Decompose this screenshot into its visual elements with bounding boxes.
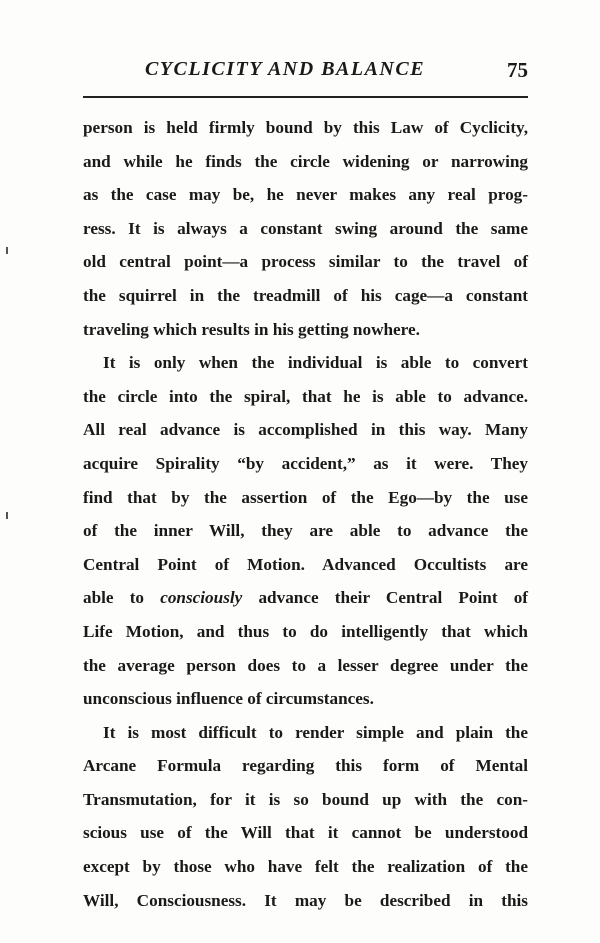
page-number: 75 (507, 58, 528, 82)
text-line: person is held firmly bound by this Law of Cyclicity, (83, 118, 528, 137)
text-line: and while he finds the circle widening or narrowing (83, 151, 528, 171)
text-line: ress. It is always a constant swing around the same (83, 218, 528, 238)
text-line: the squirrel in the treadmill of his cage—a constant (83, 285, 528, 305)
text-line: the circle into the spiral, that he is able to advance. (83, 386, 528, 406)
header-rule (83, 96, 528, 98)
text-line: of the inner Will, they are able to advance the (83, 521, 528, 541)
paragraph (83, 720, 528, 922)
text-line: Central Point of Motion. Advanced Occultists are (83, 554, 528, 574)
text-line: traveling which results in his getting nowhere. (83, 319, 420, 339)
paragraph (83, 115, 528, 350)
text-segment: advance their Central Point of (242, 588, 529, 608)
text-line: unconscious influence of circumstances. (83, 689, 374, 709)
text-line: Life Motion, and thus to do intelligently that which (83, 621, 528, 641)
text-line: old central point—a process similar to the travel of (83, 252, 528, 272)
text-line: except by those who have felt the realization of the (83, 857, 528, 877)
body-text (83, 115, 528, 921)
text-line: acquire Spirality “by accident,” as it were. They (83, 453, 528, 473)
paragraph (83, 350, 528, 720)
text-line: find that by the assertion of the Ego—by the use (83, 487, 528, 507)
text-line (83, 585, 528, 619)
running-title: CYCLICITY AND BALANCE (145, 58, 426, 80)
italic-emphasis: consciously (160, 588, 243, 608)
text-line: the average person does to a lesser degree under the (83, 655, 528, 675)
text-line: Transmutation, for it is so bound up with the con- (83, 789, 528, 809)
running-header (83, 58, 528, 88)
text-line: scious use of the Will that it cannot be understood (83, 823, 528, 843)
text-line: It is most difficult to render simple and plain the (103, 722, 528, 742)
text-line: Arcane Formula regarding this form of Mental (83, 756, 528, 776)
text-line: as the case may be, he never makes any real prog- (83, 185, 528, 205)
text-line: Will, Consciousness. It may be described in this (83, 890, 528, 910)
scan-mark (6, 512, 8, 519)
text-line: All real advance is accomplished in this way. Many (83, 420, 528, 440)
text-line: It is only when the individual is able to convert (103, 353, 528, 373)
text-segment: able to (83, 588, 161, 608)
scan-mark (6, 247, 8, 254)
